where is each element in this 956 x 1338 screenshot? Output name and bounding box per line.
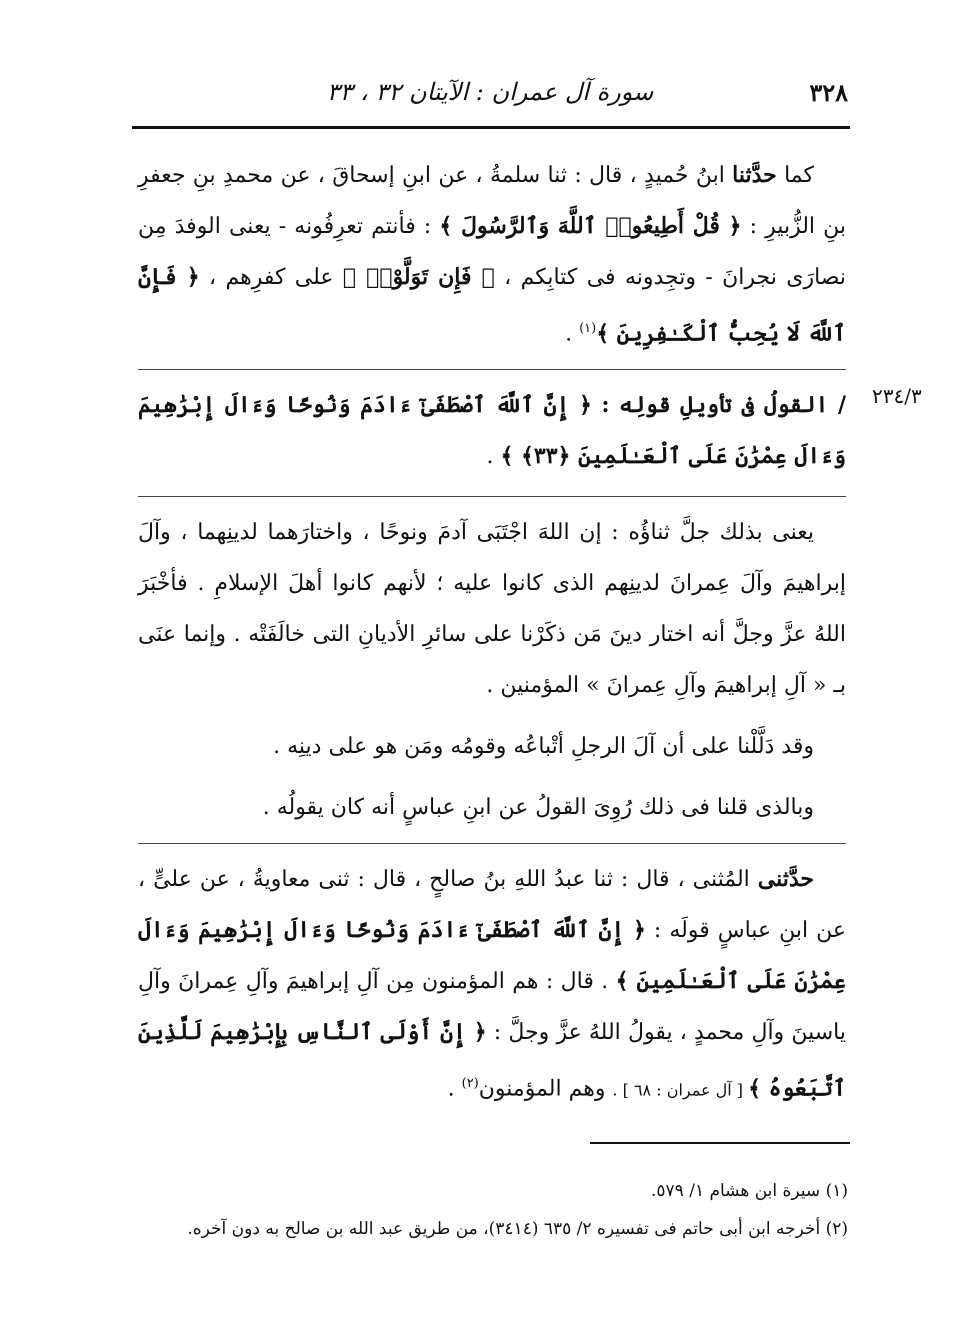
paragraph-6 xyxy=(138,854,846,1115)
page-number: ٣٢٨ xyxy=(809,78,848,107)
p1-end: . xyxy=(565,321,580,347)
paragraph-1 xyxy=(138,150,846,359)
p1-quran-b: ﴿ فَإِن تَوَلَّوْا۟ ﴾ xyxy=(342,264,495,290)
main-text xyxy=(138,150,846,1126)
section-separator xyxy=(138,369,846,370)
section-separator-2 xyxy=(138,496,846,497)
running-title: سورة آل عمران : الآيتان ٣٢ ، ٣٣ xyxy=(326,78,654,106)
p6-narration-keyword: حدَّثنى xyxy=(757,866,814,893)
p1-narration-keyword: حدَّثنا xyxy=(732,162,777,188)
section-heading xyxy=(138,380,846,482)
p1-quran-c: ﴿ فَإِنَّ ٱللَّهَ لَا يُحِبُّ ٱلْكَـٰفِرِينَ ﴾ xyxy=(138,264,846,347)
footnotes xyxy=(140,1174,848,1250)
header-rule xyxy=(132,126,850,129)
footnote-marker-2[interactable]: (٢) xyxy=(461,1076,479,1092)
paragraph-4: وقد دَلَّلْنا على أن آلَ الرجلِ أتْباعُه وقومُه ومَن هو على دينِه . xyxy=(273,734,814,760)
p6-text-a: المُثنى ، قال : ثنا عبدُ اللهِ بنُ صالحٍ ، قال : ثنى معاويةُ ، عن علىٍّ ، عن ابنِ عباسٍ قولَه : xyxy=(138,867,846,944)
section-separator-3 xyxy=(138,843,846,844)
footnote-rule xyxy=(590,1142,850,1144)
paragraph-3: يعنى بذلك جلَّ ثناؤُه : إن اللهَ اجْتَبَى آدمَ ونوحًا ، واختارَهما لدينِهما ، وآلَ إبراهيمَ وآلَ عِمرانَ لدينِهم الذى كانوا عليه ؛ لأنهم كانوا أهلَ الإسلامِ . فأخْبَرَ اللهُ عزَّ وجلَّ أنه اختار دينَ مَن ذكَرْنا على سائرِ الأديانِ التى خالَفَتْه . وإنما عنَى بـ « آلِ إبراهيمَ وآلِ عِمرانَ » المؤمنين . xyxy=(138,520,846,699)
footnote-2: (٢) أخرجه ابن أبى حاتم فى تفسيره ٢/ ٦٣٥ (٣٤١٤)، من طريق عبد الله بن صالح به دون آخره. xyxy=(187,1219,848,1239)
footnote-1: (١) سيرة ابن هشام ١/ ٥٧٩. xyxy=(650,1181,848,1201)
p6-quran-a: ﴿ إِنَّ ٱللَّهَ ٱصْطَفَىٰٓ ءَادَمَ وَنُوحًا وَءَالَ إِبْرَٰهِيمَ وَءَالَ عِمْرَٰنَ عَلَى ٱلْعَـٰلَمِينَ ﴾ xyxy=(138,917,847,995)
heading-end: . xyxy=(486,444,501,470)
page-header xyxy=(132,78,848,118)
heading-label: / القولُ فى تأويلِ قولِه : xyxy=(591,392,846,419)
p6-quran-b: ﴿ إِنَّ أَوْلَى ٱلنَّاسِ بِإِبْرَٰهِيمَ لَلَّذِينَ ٱتَّبَعُوهُ ﴾ xyxy=(138,1019,846,1102)
p1-text-a: ابنُ حُميدٍ ، قال : ثنا سلمةُ ، عن ابنِ إسحاقَ ، عن محمدِ بنِ جعفرِ بنِ الزُّبيرِ : xyxy=(138,163,846,239)
heading-quran: ﴿ إِنَّ ٱللَّهَ ٱصْطَفَىٰٓ ءَادَمَ وَنُوحًا وَءَالَ إِبْرَٰهِيمَ وَءَالَ عِمْرَٰنَ عَلَى ٱلْعَـٰلَمِينَ ﴿٣٣﴾ ﴾ xyxy=(138,392,846,470)
p6-end: . xyxy=(447,1076,462,1102)
p1-text-b: : فأنتم تعرِفُونه - يعنى الوفدَ مِن نصارَى نجرانَ - وتجِدونه فى كتابِكم ، xyxy=(138,214,847,290)
paragraph-5: وبالذى قلنا فى ذلك رُوِىَ القولُ عن ابنِ عباسٍ أنه كان يقولُه . xyxy=(262,795,814,821)
p6-citation: [ آل عمران : ٦٨ ] . xyxy=(612,1080,749,1100)
p1-quran-a: ﴿ قُلْ أَطِيعُوا۟ ٱللَّهَ وَٱلرَّسُولَ ﴾ xyxy=(439,213,742,239)
p6-text-b: . قال : هم المؤمنون مِن آلِ إبراهيمَ وآلِ عِمرانَ وآلِ ياسينَ وآلِ محمدٍ ، يقولُ اللهُ عزَّ وجلَّ : xyxy=(138,969,847,1046)
footnote-marker-1[interactable]: (١) xyxy=(579,321,597,336)
p1-lead: كما xyxy=(776,163,815,188)
margin-reference: ٢٣٤/٣ xyxy=(872,384,922,408)
p6-text-c: وهم المؤمنون xyxy=(478,1076,613,1102)
p1-text-c: على كفرِهم ، xyxy=(199,265,343,290)
